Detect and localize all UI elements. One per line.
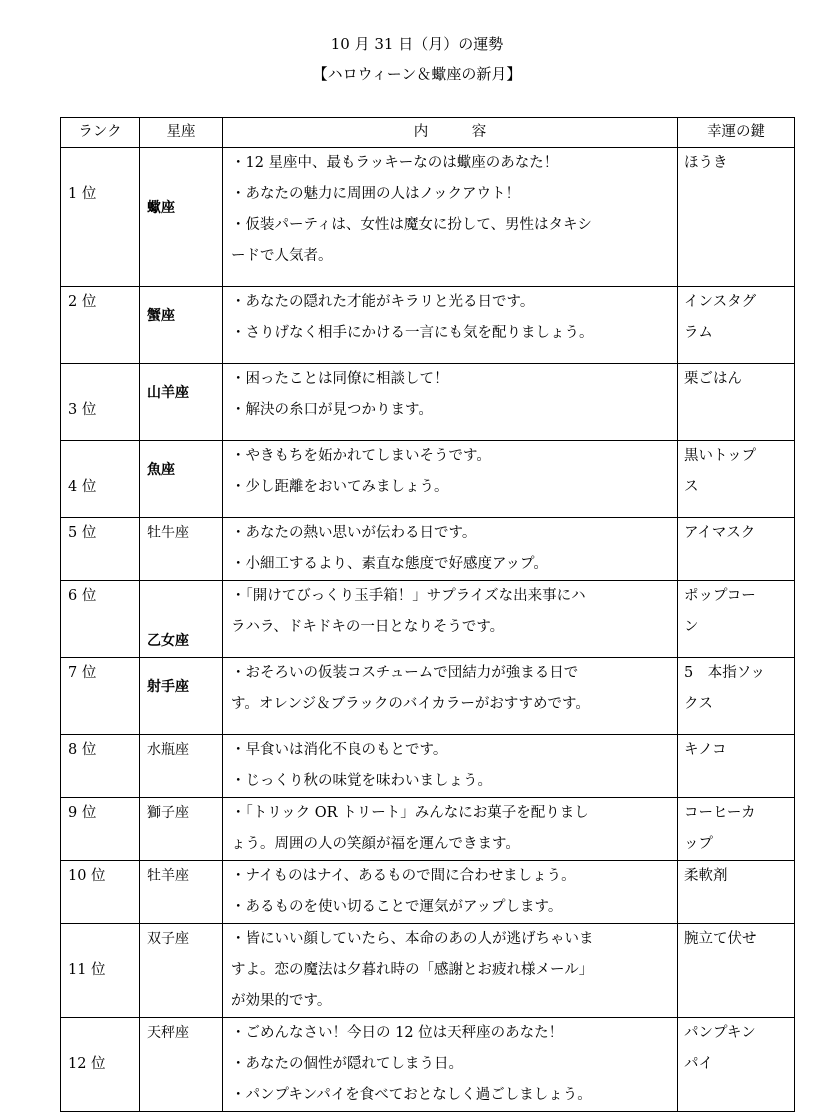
zodiac-sign: 双子座 xyxy=(147,931,189,947)
lucky-key-text: 栗ごはん xyxy=(684,371,742,387)
fortune-text-line: ・皆にいい顔していたら、本命のあの人が逃げちゃいま xyxy=(231,931,594,947)
zodiac-sign: 牡牛座 xyxy=(147,525,189,541)
lucky-key-cell xyxy=(678,1018,795,1112)
table-row xyxy=(61,287,795,364)
sign-cell xyxy=(140,861,223,924)
fortune-text-line: ・やきもちを妬かれてしまいそうです。 xyxy=(231,448,491,464)
rank-label: 12 位 xyxy=(68,1056,106,1072)
lucky-key-text: 黒いトップ xyxy=(684,448,757,464)
fortune-text-line: すよ。恋の魔法は夕暮れ時の「感謝とお疲れ様メール」 xyxy=(231,962,594,978)
rank-cell xyxy=(61,581,140,658)
fortune-text-line: ・困ったことは同僚に相談して！ xyxy=(231,371,449,387)
rank-label: 6 位 xyxy=(68,588,97,604)
zodiac-sign: 蟹座 xyxy=(147,308,175,324)
fortune-text-line: ラハラ、ドキドキの一日となりそうです。 xyxy=(231,619,505,635)
zodiac-sign: 獅子座 xyxy=(147,805,189,821)
fortune-text-line: ・「トリック OR トリート」みんなにお菓子を配りまし xyxy=(231,805,589,821)
sign-cell xyxy=(140,924,223,1018)
lucky-key-text: 柔軟剤 xyxy=(684,868,728,884)
fortune-content-cell xyxy=(223,287,678,364)
fortune-content-cell xyxy=(223,1018,678,1112)
table-row xyxy=(61,658,795,735)
rank-cell xyxy=(61,1018,140,1112)
fortune-content-cell xyxy=(223,735,678,798)
sign-cell xyxy=(140,518,223,581)
fortune-text-line: が効果的です。 xyxy=(231,993,332,1009)
page-subtitle: 【ハロウィーン＆蠍座の新月】 xyxy=(312,65,522,83)
fortune-text-line: ・小細工するより、素直な態度で好感度アップ。 xyxy=(231,556,548,572)
sign-cell xyxy=(140,581,223,658)
fortune-text-line: ・12 星座中、最もラッキーなのは蠍座のあなた！ xyxy=(231,155,559,171)
zodiac-sign: 射手座 xyxy=(147,679,189,695)
lucky-key-cell xyxy=(678,518,795,581)
table-row xyxy=(61,581,795,658)
lucky-key-cell xyxy=(678,148,795,287)
fortune-content-cell xyxy=(223,861,678,924)
lucky-key-text: 腕立て伏せ xyxy=(684,931,757,947)
zodiac-sign: 魚座 xyxy=(147,462,175,478)
table-row xyxy=(61,924,795,1018)
lucky-key-text: アイマスク xyxy=(684,525,756,541)
zodiac-sign: 蠍座 xyxy=(147,200,175,216)
page-title: 10 月 31 日（月）の運勢 xyxy=(330,35,504,53)
lucky-key-cell xyxy=(678,924,795,1018)
fortune-text-line: ・さりげなく相手にかける一言にも気を配りましょう。 xyxy=(231,325,594,341)
zodiac-sign: 山羊座 xyxy=(147,385,189,401)
lucky-key-text: ラム xyxy=(684,325,713,341)
lucky-key-text: インスタグ xyxy=(684,294,757,310)
rank-label: 10 位 xyxy=(68,868,106,884)
fortune-content-cell xyxy=(223,581,678,658)
sign-cell xyxy=(140,364,223,441)
zodiac-sign: 乙女座 xyxy=(147,633,189,649)
table-row xyxy=(61,1018,795,1112)
zodiac-sign: 水瓶座 xyxy=(147,742,189,758)
rank-cell xyxy=(61,287,140,364)
fortune-content-cell xyxy=(223,148,678,287)
lucky-key-text: キノコ xyxy=(684,742,727,758)
sign-cell xyxy=(140,287,223,364)
rank-label: 11 位 xyxy=(68,962,106,978)
table-row xyxy=(61,735,795,798)
fortune-text-line: す。オレンジ＆ブラックのバイカラーがおすすめです。 xyxy=(231,696,590,712)
lucky-key-cell xyxy=(678,287,795,364)
rank-label: 4 位 xyxy=(68,479,97,495)
fortune-text-line: ・あなたの魅力に周囲の人はノックアウト！ xyxy=(231,186,520,202)
fortune-text-line: ・あなたの隠れた才能がキラリと光る日です。 xyxy=(231,294,535,310)
lucky-key-text: ップ xyxy=(684,836,713,852)
fortune-text-line: ・ごめんなさい！今日の 12 位は天秤座のあなた！ xyxy=(231,1025,564,1041)
sign-cell xyxy=(140,798,223,861)
lucky-key-text: 5 本指ソッ xyxy=(684,665,765,681)
lucky-key-text: パイ xyxy=(684,1056,713,1072)
fortune-text-line: ・解決の糸口が見つかります。 xyxy=(231,402,433,418)
column-header-rank: ランク xyxy=(61,118,140,148)
lucky-key-cell xyxy=(678,364,795,441)
lucky-key-text: コーヒーカ xyxy=(684,805,756,821)
fortune-text-line: ・あるものを使い切ることで運気がアップします。 xyxy=(231,899,563,915)
sign-cell xyxy=(140,148,223,287)
table-row xyxy=(61,441,795,518)
fortune-text-line: ードで人気者。 xyxy=(231,248,333,264)
column-header-lucky-key: 幸運の鍵 xyxy=(678,118,795,148)
rank-cell xyxy=(61,148,140,287)
column-header-content: 内 容 xyxy=(223,118,678,148)
fortune-text-line: ・少し距離をおいてみましょう。 xyxy=(231,479,449,495)
fortune-content-cell xyxy=(223,441,678,518)
column-header-sign: 星座 xyxy=(140,118,223,148)
sign-cell xyxy=(140,441,223,518)
zodiac-sign: 牡羊座 xyxy=(147,868,189,884)
rank-label: 1 位 xyxy=(68,186,97,202)
sign-cell xyxy=(140,658,223,735)
fortune-text-line: ・仮装パーティは、女性は魔女に扮して、男性はタキシ xyxy=(231,217,592,233)
lucky-key-cell xyxy=(678,441,795,518)
fortune-text-line: ・「開けてびっくり玉手箱！」サプライズな出来事にハ xyxy=(231,588,586,604)
table-row xyxy=(61,861,795,924)
fortune-text-line: ・パンプキンパイを食べておとなしく過ごしましょう。 xyxy=(231,1087,592,1103)
fortune-text-line: ・ナイものはナイ、あるもので間に合わせましょう。 xyxy=(231,868,576,884)
lucky-key-text: ン xyxy=(684,619,699,635)
rank-label: 2 位 xyxy=(68,294,97,310)
fortune-text-line: ・あなたの個性が隠れてしまう日。 xyxy=(231,1056,463,1072)
sign-cell xyxy=(140,1018,223,1112)
lucky-key-cell xyxy=(678,581,795,658)
lucky-key-text: ほうき xyxy=(684,155,728,171)
fortune-content-cell xyxy=(223,364,678,441)
fortune-content-cell xyxy=(223,798,678,861)
rank-cell xyxy=(61,518,140,581)
table-header-row xyxy=(61,118,795,148)
rank-cell xyxy=(61,735,140,798)
fortune-text-line: ・じっくり秋の味覚を味わいましょう。 xyxy=(231,773,492,789)
horoscope-table xyxy=(60,117,795,1112)
fortune-content-cell xyxy=(223,658,678,735)
rank-cell xyxy=(61,364,140,441)
table-row xyxy=(61,148,795,287)
fortune-content-cell xyxy=(223,924,678,1018)
lucky-key-cell xyxy=(678,798,795,861)
zodiac-sign: 天秤座 xyxy=(147,1025,189,1041)
rank-label: 8 位 xyxy=(68,742,97,758)
rank-label: 3 位 xyxy=(68,402,97,418)
fortune-text-line: ・あなたの熱い思いが伝わる日です。 xyxy=(231,525,477,541)
lucky-key-cell xyxy=(678,735,795,798)
fortune-text-line: ・おそろいの仮装コスチュームで団結力が強まる日で xyxy=(231,665,579,681)
fortune-content-cell xyxy=(223,518,678,581)
table-row xyxy=(61,798,795,861)
lucky-key-text: ポップコー xyxy=(684,588,756,604)
lucky-key-text: ス xyxy=(684,479,699,495)
rank-cell xyxy=(61,924,140,1018)
table-row xyxy=(61,518,795,581)
fortune-text-line: ・早食いは消化不良のもとです。 xyxy=(231,742,448,758)
rank-cell xyxy=(61,798,140,861)
rank-label: 5 位 xyxy=(68,525,97,541)
sign-cell xyxy=(140,735,223,798)
rank-label: 9 位 xyxy=(68,805,97,821)
lucky-key-cell xyxy=(678,658,795,735)
table-row xyxy=(61,364,795,441)
lucky-key-cell xyxy=(678,861,795,924)
rank-cell xyxy=(61,658,140,735)
lucky-key-text: パンプキン xyxy=(684,1025,756,1041)
rank-cell xyxy=(61,861,140,924)
lucky-key-text: クス xyxy=(684,696,713,712)
fortune-text-line: ょう。周囲の人の笑顔が福を運んできます。 xyxy=(231,836,520,852)
rank-label: 7 位 xyxy=(68,665,97,681)
rank-cell xyxy=(61,441,140,518)
